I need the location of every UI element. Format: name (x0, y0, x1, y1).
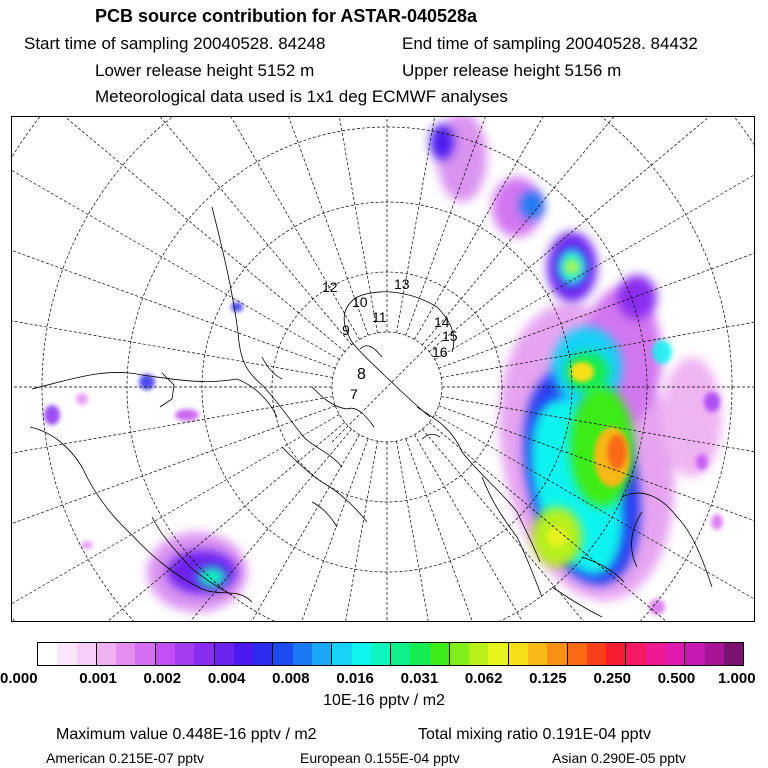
map-panel (11, 116, 755, 622)
colorbar-cell (488, 643, 508, 665)
colorbar-cell (273, 643, 292, 665)
meridian-line (12, 117, 345, 352)
colorbar-cell (626, 643, 645, 665)
meridian-line (12, 117, 339, 360)
day-label-9: 9 (342, 322, 350, 338)
colorbar-tick-label: 0.002 (143, 670, 182, 687)
colorbar-cell (410, 643, 429, 665)
colorbar-cell (606, 643, 626, 665)
plot-title: PCB source contribution for ASTAR-040528a (95, 6, 478, 26)
colorbar-cell (705, 643, 724, 665)
colorbar-cell (568, 643, 587, 665)
colorbar-cell (156, 643, 175, 665)
day-label-12: 12 (322, 279, 338, 295)
day-label-15: 15 (442, 328, 458, 344)
day-label-11: 11 (372, 309, 387, 325)
colorbar-tick-label: 0.062 (464, 670, 503, 687)
colorbar-cell (194, 643, 214, 665)
colorbar-tick-label: 0.000 (0, 670, 38, 687)
lower-height-label: Lower release height 5152 m (95, 61, 315, 80)
meridian-line (12, 231, 333, 378)
colorbar-unit: 10E-16 pptv / m2 (323, 692, 445, 709)
colorbar-cell (646, 643, 665, 665)
colorbar-cell (352, 643, 371, 665)
polar-map (12, 117, 755, 622)
concentration-plume (44, 117, 723, 615)
max-value-label: Maximum value 0.448E-16 pptv / m2 (56, 726, 317, 743)
total-mixing-label: Total mixing ratio 0.191E-04 pptv (418, 726, 652, 743)
meridian-line (12, 397, 333, 544)
day-label-16: 16 (432, 344, 448, 360)
meridian-line (332, 332, 442, 442)
colorbar-tick-label: 1.000 (718, 670, 756, 687)
colorbar-tick-label: 0.001 (79, 670, 117, 687)
european-contribution: European 0.155E-04 pptv (300, 750, 460, 766)
day-label-8: 8 (357, 366, 366, 383)
colorbar-cell (469, 643, 488, 665)
end-time-label: End time of sampling 20040528. 84432 (402, 34, 698, 53)
colorbar-cell (175, 643, 194, 665)
colorbar-cell (293, 643, 312, 665)
start-time-label: Start time of sampling 20040528. 84248 (24, 34, 326, 53)
colorbar (37, 642, 744, 666)
day-label-7: 7 (350, 386, 358, 402)
colorbar-cell (371, 643, 391, 665)
colorbar-cell (391, 643, 410, 665)
colorbar-cell (234, 643, 253, 665)
colorbar-cell (215, 643, 234, 665)
asian-contribution: Asian 0.290E-05 pptv (552, 750, 686, 766)
colorbar-cell (116, 643, 135, 665)
colorbar-cell (253, 643, 273, 665)
trajectory-day-labels (322, 276, 458, 402)
colorbar-cell (332, 643, 351, 665)
colorbar-cell (430, 643, 450, 665)
upper-height-label: Upper release height 5156 m (402, 61, 622, 80)
day-label-10: 10 (352, 294, 368, 310)
colorbar-cell (312, 643, 332, 665)
colorbar-tick-label: 0.500 (657, 670, 696, 687)
colorbar-cell (528, 643, 547, 665)
colorbar-cell (685, 643, 704, 665)
colorbar-cell (547, 643, 567, 665)
colorbar-tick-label: 0.031 (400, 670, 439, 687)
colorbar-cell (509, 643, 528, 665)
colorbar-cell (97, 643, 116, 665)
meridian-line (79, 117, 368, 335)
colorbar-cell (38, 643, 57, 665)
colorbar-cell (665, 643, 685, 665)
colorbar-tick-label: 0.125 (529, 670, 567, 687)
meridian-line (12, 117, 360, 339)
colorbar-cell (450, 643, 469, 665)
meridian-line (12, 117, 335, 368)
american-contribution: American 0.215E-07 pptv (46, 750, 204, 766)
colorbar-cell (724, 643, 743, 665)
colorbar-tick-label: 0.250 (593, 670, 631, 687)
met-data-label: Meteorological data used is 1x1 deg ECMWF analyses (95, 87, 508, 106)
colorbar-cell (77, 643, 97, 665)
colorbar-cell (587, 643, 606, 665)
colorbar-cell (135, 643, 155, 665)
day-label-13: 13 (394, 276, 410, 292)
colorbar-tick-label: 0.004 (207, 670, 246, 687)
day-label-14: 14 (434, 314, 450, 330)
meridian-line (12, 117, 352, 345)
colorbar-tick-label: 0.008 (272, 670, 310, 687)
colorbar-cell (57, 643, 76, 665)
colorbar-tick-label: 0.016 (336, 670, 374, 687)
